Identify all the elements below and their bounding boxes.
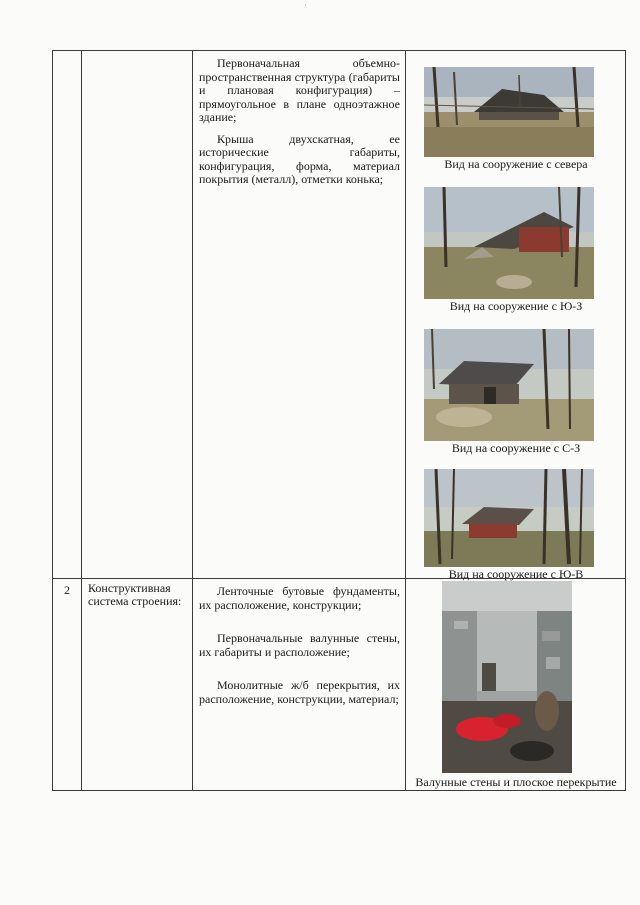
photo-barn-north [424, 67, 594, 157]
paragraph: Монолитные ж/б перекрытия, их расположение, конструкции, материал; [199, 678, 400, 706]
paragraph: Крыша двухскатная, ее исторические габариты, конфигурация, форма, материал покрытия (металл), отметки конька; [199, 131, 400, 186]
photo-barn-southeast [424, 469, 594, 567]
photo-caption: Вид на сооружение с Ю-З [449, 299, 583, 313]
photo-caption: Валунные стены и плоское перекрытие [415, 775, 617, 789]
photo-cell [406, 579, 626, 791]
row-description [193, 51, 406, 579]
row-number: 2 [53, 579, 82, 791]
paragraph: Ленточные бутовые фундаменты, их расположение, конструкции; [199, 584, 400, 612]
row-description [193, 579, 406, 791]
photo-interior-walls [442, 581, 572, 773]
photo-caption: Вид на сооружение с Ю-В [448, 567, 584, 581]
table-row [53, 579, 626, 791]
photo-caption: Вид на сооружение с С-З [451, 441, 581, 455]
scan-mark [305, 4, 306, 6]
table-row [53, 51, 626, 579]
photo-barn-northwest [424, 329, 594, 441]
row-label: Конструктивная система строения: [82, 579, 193, 791]
photo-caption: Вид на сооружение с севера [444, 157, 588, 171]
row-number [53, 51, 82, 579]
row-label [82, 51, 193, 579]
paragraph: Первоначальные валунные стены, их габариты и расположение; [199, 631, 400, 659]
photo-barn-southwest [424, 187, 594, 299]
paragraph: Первоначальная объемно-пространственная структура (габариты и плановая конфигурация) – прямоугольное в плане одноэтажное здание; [199, 56, 400, 124]
heritage-table [52, 50, 626, 791]
photo-cell [406, 51, 626, 579]
